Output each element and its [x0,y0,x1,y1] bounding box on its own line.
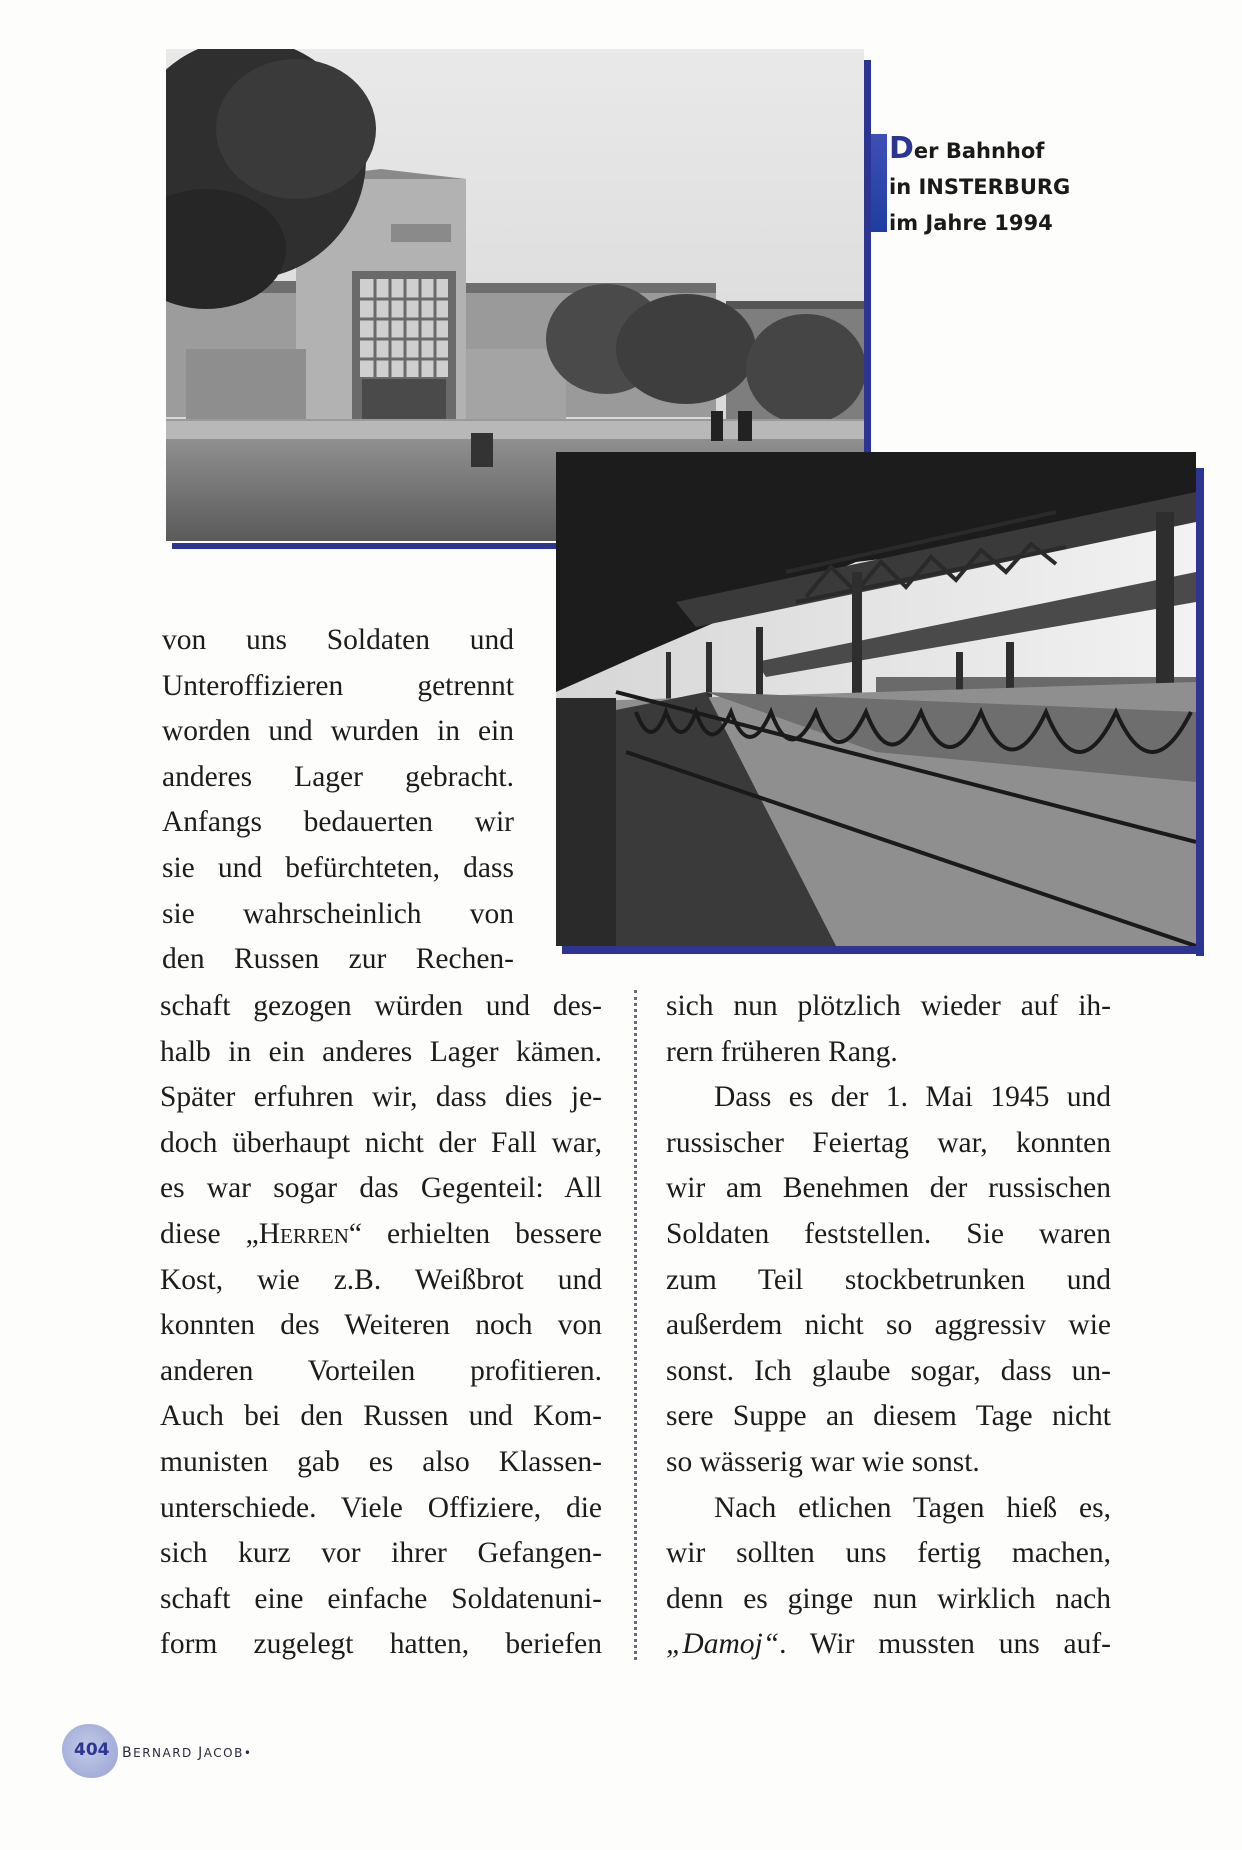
text-line: Kost, wie z.B. Weißbrot und [160,1263,602,1296]
photo2-bottom-rule [562,946,1204,954]
text-line: form zugelegt hatten, beriefen [160,1628,602,1661]
text-line [666,1622,1111,1668]
text-line: konnten des Weiteren noch von [160,1309,602,1342]
text-line: halb in ein anderes Lager kämen. [160,1035,602,1068]
text-line: Soldaten feststellen. Sie waren [666,1217,1111,1250]
text-line: Anfangs bedauerten wir [162,806,514,839]
small-caps-word: Herren [258,1217,349,1250]
footer-bullet: • [243,1746,253,1760]
author-last-name: ACOB [203,1746,244,1760]
caption-line-1-text: er Bahnhof [913,139,1045,163]
text-line: Dass es der 1. Mai 1945 und [714,1081,1111,1114]
text-line: sere Suppe an diesem Tage nicht [666,1400,1111,1433]
text-line: unterschiede. Viele Offiziere, die [160,1491,602,1524]
text-line: Später erfuhren wir, dass dies je- [160,1081,602,1114]
caption-line-3: im Jahre 1994 [889,211,1053,235]
text-line: sich kurz vor ihrer Gefangen- [160,1537,602,1570]
text-line: von uns Soldaten und [162,624,514,656]
text-line: denn es ginge nun wirklich nach [666,1582,1111,1615]
text-line: anderes Lager gebracht. [162,760,514,793]
text-line: sonst. Ich glaube sogar, dass un- [666,1354,1111,1387]
text-line: es war sogar das Gegenteil: All [160,1172,602,1205]
author-first-name: ERNARD [133,1746,193,1760]
station-platform-photo [556,452,1196,946]
text-fragment: “ erhielten bessere [348,1217,602,1250]
text-line: schaft eine einfache Soldatenuni- [160,1582,602,1615]
text-line: anderen Vorteilen profitieren. [160,1354,602,1387]
body-text-column-1-wrap [162,618,514,983]
text-line: doch überhaupt nicht der Fall war, [160,1126,602,1159]
caption-accent-bar [871,134,887,232]
text-fragment: . Wir mussten uns auf- [779,1628,1111,1661]
text-line: wir am Benehmen der russischen [666,1172,1111,1205]
column-divider [634,990,637,1660]
text-line: zum Teil stockbetrunken und [666,1263,1111,1296]
text-line: rern früheren Rang. [666,1035,898,1068]
text-line: sie und befürchteten, dass [162,851,514,884]
text-line: so wässerig war wie sonst. [666,1445,980,1478]
caption-line-2: in INSTERBURG [889,175,1071,199]
photo2-right-rule [1196,468,1204,956]
caption-line-1 [889,131,1070,169]
text-line: den Russen zur Rechen- [162,943,514,976]
author-initial: B [122,1745,134,1761]
text-line: russischer Feiertag war, konnten [666,1126,1111,1159]
author-initial: J [198,1745,204,1761]
text-line: Auch bei den Russen und Kom- [160,1400,602,1433]
text-line: außerdem nicht so aggressiv wie [666,1309,1111,1342]
text-fragment: diese „ [160,1217,259,1250]
running-footer-author [122,1745,252,1761]
text-line: Nach etlichen Tagen hieß es, [714,1491,1111,1524]
text-line [160,1212,602,1258]
text-line: sich nun plötzlich wieder auf ih- [666,990,1111,1022]
text-line: Unteroffizieren getrennt [162,669,514,702]
photo1-bottom-rule [172,543,558,549]
caption-initial: D [889,131,914,166]
text-line: schaft gezogen würden und des- [160,990,602,1022]
page-number: 404 [74,1740,110,1760]
body-text-column-1 [160,984,602,1668]
text-line: sie wahrscheinlich von [162,897,514,930]
body-text-column-2 [666,984,1111,1668]
text-line: munisten gab es also Klassen- [160,1445,602,1478]
text-line: wir sollten uns fertig machen, [666,1537,1111,1570]
italic-word: „Damoj“ [666,1628,780,1661]
photo1-right-rule [864,60,871,455]
text-line: worden und wurden in ein [162,715,514,748]
photo-caption [889,131,1070,241]
